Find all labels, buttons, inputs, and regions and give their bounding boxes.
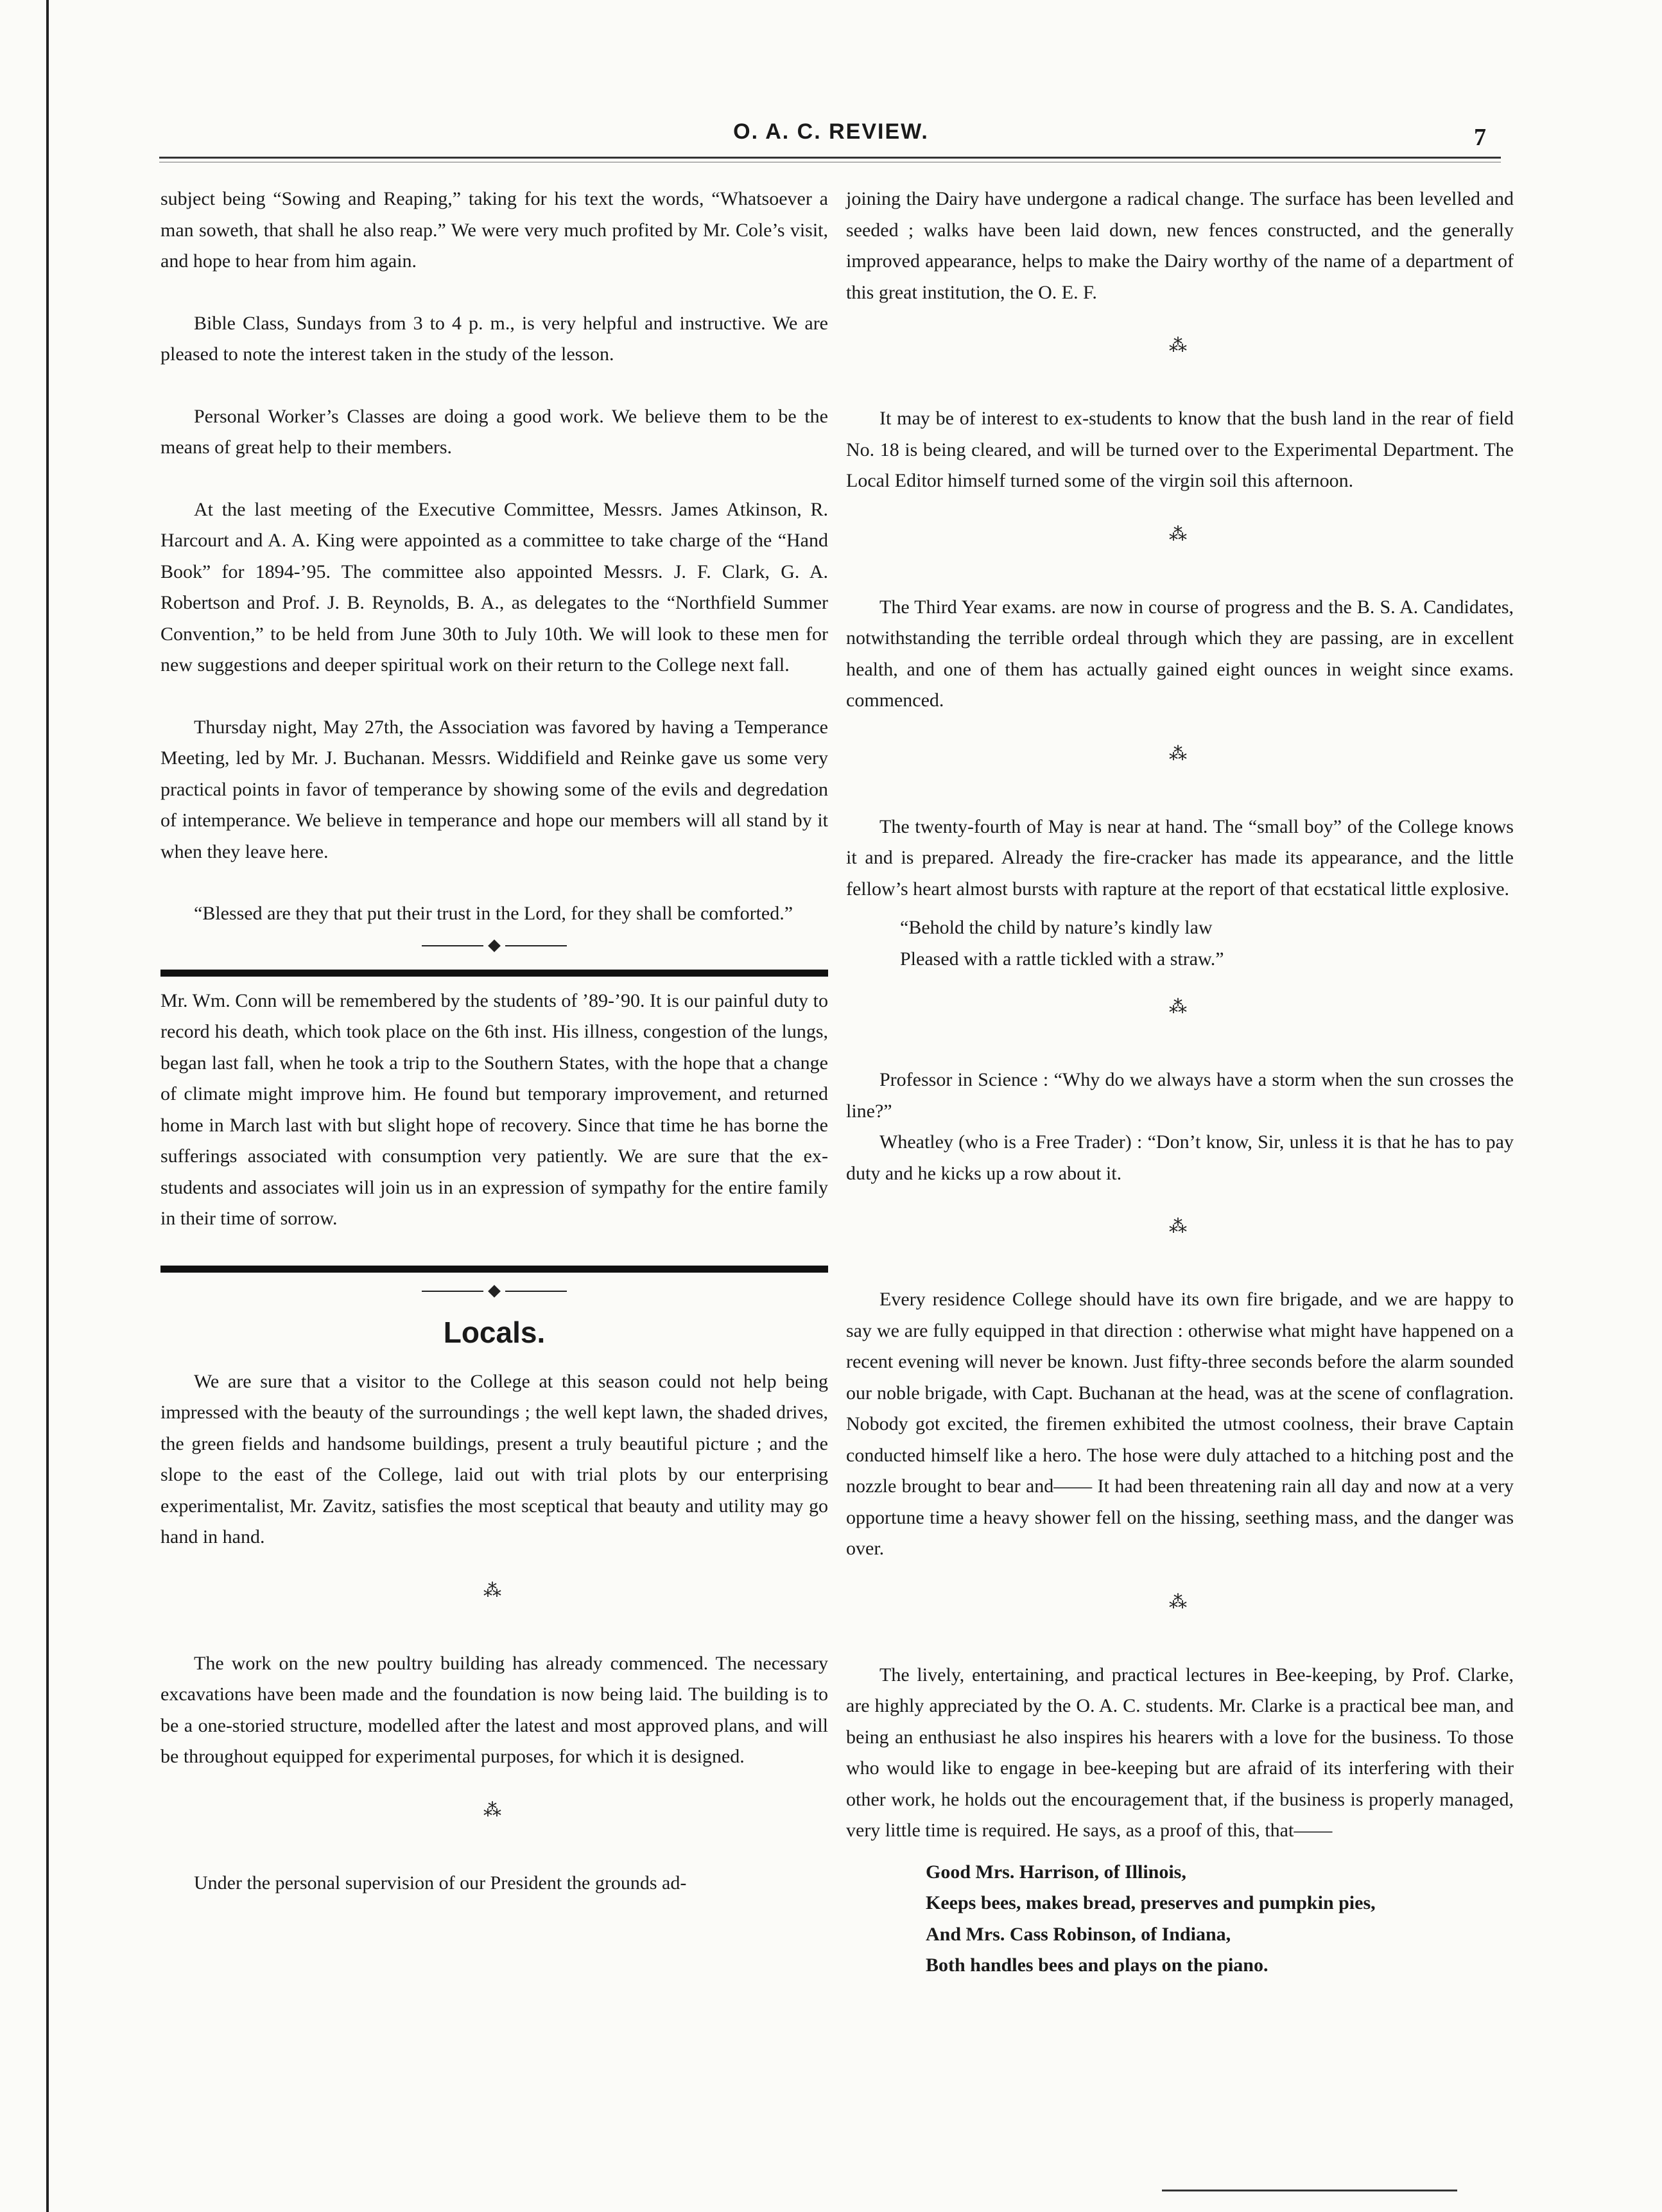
article-paragraph: Personal Worker’s Classes are doing a good work. We believe them to be the means of great help to their members. [160, 405, 828, 458]
verse-line: Pleased with a rattle tickled with a straw.” [900, 948, 1224, 970]
asterism-divider: ⁂ [1169, 336, 1191, 356]
locals-paragraph: The Third Year exams. are now in course of progress and the B. S. A. Candidates, notwithstanding the terrible ordeal through which they are passing, are in excellent health, and one of them has actually gained eight ounces in weight since exams. commenced. [846, 596, 1514, 711]
article-paragraph: “Blessed are they that put their trust in the Lord, for they shall be comforted.” [194, 903, 793, 924]
ornament-line [505, 1291, 567, 1292]
poem-line: Good Mrs. Harrison, of Illinois, [926, 1861, 1186, 1883]
locals-paragraph: We are sure that a visitor to the College at this season could not help being impressed with the beauty of the surroundings ; the well kept lawn, the shaded drives, the green fields and handsome buildings, present a truly beautiful picture ; and the slope to the east of the College, laid out with trial plots by our enterprising experimentalist, Mr. Zavitz, satisfies the most sceptical that beauty and utility may go hand in hand. [160, 1370, 828, 1547]
locals-paragraph: It may be of interest to ex-students to know that the bush land in the rear of field No. 18 is being cleared, and will be turned over to the Experimental Department. The Local Editor himself turned some of the virgin soil this afternoon. [846, 408, 1514, 491]
locals-paragraph: The lively, entertaining, and practical lectures in Bee-keeping, by Prof. Clarke, are highly appreciated by the O. A. C. students. Mr. Clarke is a practical bee man, and being an enthusiast he also inspires his hearers with a love for the business. To those who would like to engage in bee-keeping but are afraid of its interfering with their other work, he holds out the encouragement that, if the business is properly managed, very little time is required. He says, as a proof of this, that—— [846, 1664, 1514, 1841]
bottom-edge-rule [1162, 2190, 1457, 2191]
asterism-divider: ⁂ [1169, 744, 1191, 764]
locals-paragraph: The work on the new poultry building has already commenced. The necessary excavations have been made and the foundation is now being laid. The building is to be a one-storied structure, modelled after the latest and most approved plans, and will be throughout equipped for experimental purposes, for which it is designed. [160, 1652, 828, 1767]
right-column [846, 184, 1514, 1981]
article-paragraph: Thursday night, May 27th, the Association was favored by having a Temperance Meeting, led by Mr. J. Buchanan. Messrs. Widdifield and Reinke gave us some very practical points in favor of temperance by showing some of the evils and degredation of intemperance. We believe in temperance and hope our members will all stand by it when they leave here. [160, 716, 828, 862]
locals-paragraph: Wheatley (who is a Free Trader) : “Don’t know, Sir, unless it is that he has to pay duty and he kicks up a row about it. [846, 1131, 1514, 1184]
section-ornament [160, 941, 828, 950]
asterism-divider: ⁂ [1169, 997, 1191, 1017]
ornament-diamond [488, 1285, 501, 1298]
asterism-divider: ⁂ [1169, 1217, 1191, 1237]
article-paragraph: subject being “Sowing and Reaping,” taking for his text the words, “Whatsoever a man soweth, that shall he also reap.” We were very much profited by Mr. Cole’s visit, and hope to hear from him again. [160, 188, 828, 272]
poem-line: Keeps bees, makes bread, preserves and pumpkin pies, [926, 1892, 1376, 1913]
article-paragraph: At the last meeting of the Executive Committee, Messrs. James Atkinson, R. Harcourt and A. A. King were appointed as a committee to take charge of the “Hand Book” for 1894-’95. The committee also appointed Messrs. J. F. Clark, G. A. Robertson and Prof. J. B. Reynolds, B. A., as delegates to the “Northfield Summer Convention,” to be held from June 30th to July 10th. We will look to these men for new suggestions and deeper spiritual work on their return to the College next fall. [160, 498, 828, 675]
ornament-line [505, 945, 567, 946]
ornament-line [422, 945, 483, 946]
locals-paragraph: Every residence College should have its own fire brigade, and we are happy to say we are fully equipped in that direction : otherwise what might have happened on a recent evening will never be known. Just fifty-three seconds before the alarm sounded our noble brigade, with Capt. Buchanan at the head, was at the scene of conflagration. Nobody got excited, the firemen exhibited the utmost coolness, their brave Captain conducted himself like a hero. The hose were duly attached to a hitching post and the nozzle brought to bear and—— It had been threatening rain all day and now at a very opportune time a heavy shower fell on the hissing, seething mass, and the danger was over. [846, 1289, 1514, 1559]
ornament-line [422, 1291, 483, 1292]
poem-line: Both handles bees and plays on the piano. [926, 1955, 1268, 1976]
asterism-divider: ⁂ [483, 1580, 505, 1601]
header-rule [159, 157, 1501, 159]
page-number: 7 [1474, 124, 1486, 151]
locals-paragraph: joining the Dairy have undergone a radical change. The surface has been levelled and seeded ; walks have been laid down, new fences constructed, and the generally improved appearance, helps to make the Dairy worthy of the name of a department of this great institution, the O. E. F. [846, 188, 1514, 303]
verse-line: “Behold the child by nature’s kindly law [900, 917, 1213, 938]
obituary-rule-bottom [160, 1266, 828, 1273]
locals-paragraph: Professor in Science : “Why do we always have a storm when the sun crosses the line?” [846, 1069, 1514, 1122]
quoted-verse [900, 912, 1514, 975]
bee-keeping-poem [926, 1857, 1514, 1981]
locals-paragraph: Under the personal supervision of our President the grounds ad- [194, 1872, 687, 1894]
locals-paragraph: The twenty-fourth of May is near at hand. The “small boy” of the College knows it and is prepared. Already the fire-cracker has made its appearance, and the little fellow’s heart almost bursts with rapture at the report of that ecstatical little explosive. [846, 815, 1514, 900]
locals-heading: Locals. [443, 1315, 546, 1349]
binding-edge-line [46, 0, 49, 2212]
obituary-rule-top [160, 970, 828, 977]
article-paragraph: Bible Class, Sundays from 3 to 4 p. m., is very helpful and instructive. We are pleased to note the interest taken in the study of the lesson. [160, 312, 828, 365]
ornament-diamond [488, 939, 501, 952]
left-column [160, 184, 828, 1929]
asterism-divider: ⁂ [1169, 1592, 1191, 1612]
page-header-title: O. A. C. REVIEW. [733, 119, 929, 144]
asterism-divider: ⁂ [1169, 524, 1191, 544]
obituary-paragraph: Mr. Wm. Conn will be remembered by the students of ’89-’90. It is our painful duty to record his death, which took place on the 6th inst. His illness, congestion of the lungs, began last fall, when he took a trip to the Southern States, with the hope that a change of climate might improve him. He found but temporary improvement, and returned home in March last with but slight hope of recovery. Since that time he has borne the sufferings associated with consumption very patiently. We are sure that the ex-students and associates will join us in an expression of sympathy for the entire family in their time of sorrow. [160, 989, 828, 1229]
section-ornament [160, 1287, 828, 1296]
asterism-divider: ⁂ [483, 1800, 505, 1820]
poem-line: And Mrs. Cass Robinson, of Indiana, [926, 1923, 1231, 1945]
